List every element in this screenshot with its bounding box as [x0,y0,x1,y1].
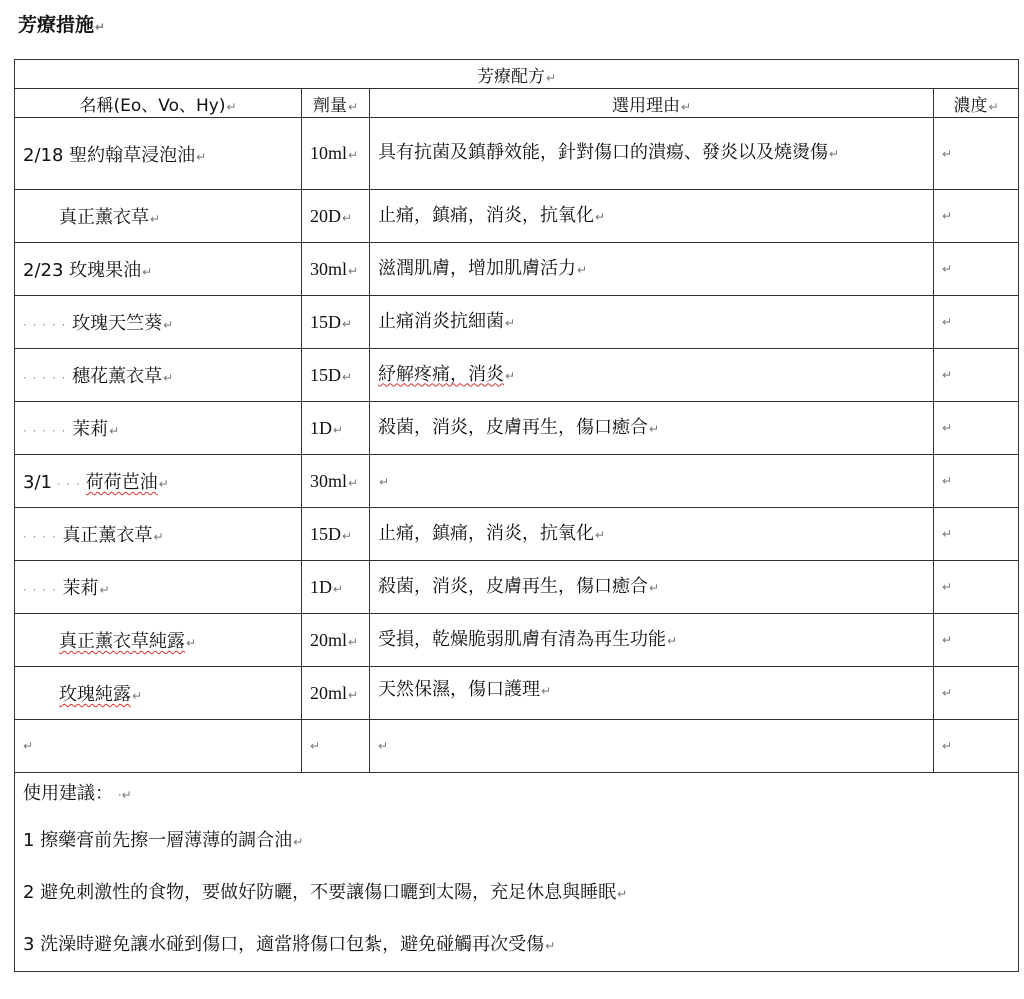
cell-concentration: ↵ [934,455,1019,508]
cell-dose: 20D↵ [302,190,370,243]
advice-item: 3 洗澡時避免讓水碰到傷口，適當將傷口包紮，避免碰觸再次受傷↵ [23,934,556,955]
cell-reason: 受損，乾燥脆弱肌膚有清為再生功能↵ [370,614,934,667]
page-heading-text: 芳療措施 [18,14,95,36]
cell-name: 真正薰衣草↵ [15,190,302,243]
cell-name: 真正薰衣草純露↵ [15,614,302,667]
table-row [15,402,1019,455]
cell-name: · · · · · 茉莉↵ [15,402,302,455]
table-row [15,667,1019,720]
cell-dose: 20ml↵ [302,614,370,667]
cell-dose: 1D↵ [302,561,370,614]
cell-concentration: ↵ [934,243,1019,296]
table-row [15,296,1019,349]
cell-reason: 止痛，鎮痛，消炎，抗氧化↵ [370,190,934,243]
advice-title: 使用建議： ·↵ [23,783,132,804]
cell-concentration: ↵ [934,190,1019,243]
table-row [15,349,1019,402]
table-caption-row [15,60,1019,89]
table-header-row [15,89,1019,118]
cell-reason: 具有抗菌及鎮靜效能，針對傷口的潰瘍、發炎以及燒燙傷↵ [370,118,934,190]
cell-name: 玫瑰純露↵ [15,667,302,720]
table-row [15,455,1019,508]
cell-dose: 15D↵ [302,296,370,349]
aromatherapy-table [14,59,1019,972]
cell-name: ↵ [15,720,302,773]
cell-reason: 天然保濕，傷口護理↵ [370,667,934,720]
table-row [15,190,1019,243]
advice-item: 1 擦藥膏前先擦一層薄薄的調合油↵ [23,830,304,851]
cell-name: · · · · 真正薰衣草↵ [15,508,302,561]
cell-reason: ↵ [370,720,934,773]
header-concentration: 濃度↵ [934,89,1019,118]
cell-reason: 止痛消炎抗細菌↵ [370,296,934,349]
table-row [15,243,1019,296]
cell-dose: 20ml↵ [302,667,370,720]
cell-dose: 15D↵ [302,349,370,402]
cell-concentration: ↵ [934,508,1019,561]
cell-reason: ↵ [370,455,934,508]
cell-reason: 止痛，鎮痛，消炎，抗氧化↵ [370,508,934,561]
table-row-empty [15,720,1019,773]
paragraph-mark-icon: ↵ [95,20,106,34]
header-dose: 劑量↵ [302,89,370,118]
cell-name: · · · · · 玫瑰天竺葵↵ [15,296,302,349]
header-name: 名稱(Eo、Vo、Hy)↵ [15,89,302,118]
cell-dose: 10ml↵ [302,118,370,190]
cell-dose: 30ml↵ [302,455,370,508]
header-reason: 選用理由↵ [370,89,934,118]
page-heading [18,10,105,37]
cell-name: 2/23 玫瑰果油↵ [15,243,302,296]
cell-name: · · · · · 穗花薰衣草↵ [15,349,302,402]
cell-concentration: ↵ [934,720,1019,773]
table-caption: 芳療配方↵ [15,60,1019,89]
table-row [15,561,1019,614]
table-row [15,118,1019,190]
cell-name: 2/18 聖約翰草浸泡油↵ [15,118,302,190]
advice-row [15,773,1019,972]
advice-cell [15,773,1019,972]
cell-reason: 殺菌，消炎，皮膚再生，傷口癒合↵ [370,561,934,614]
cell-concentration: ↵ [934,296,1019,349]
cell-reason: 紓解疼痛，消炎↵ [370,349,934,402]
cell-concentration: ↵ [934,402,1019,455]
cell-concentration: ↵ [934,614,1019,667]
cell-concentration: ↵ [934,561,1019,614]
cell-name: 3/1 · · · 荷荷芭油↵ [15,455,302,508]
advice-item: 2 避免刺激性的食物，要做好防曬，不要讓傷口曬到太陽，充足休息與睡眠↵ [23,882,628,903]
cell-name: · · · · 茉莉↵ [15,561,302,614]
table-row [15,508,1019,561]
cell-reason: 殺菌，消炎，皮膚再生，傷口癒合↵ [370,402,934,455]
table-row [15,614,1019,667]
cell-dose: 15D↵ [302,508,370,561]
cell-concentration: ↵ [934,118,1019,190]
cell-concentration: ↵ [934,349,1019,402]
cell-concentration: ↵ [934,667,1019,720]
cell-dose: 30ml↵ [302,243,370,296]
cell-dose: 1D↵ [302,402,370,455]
cell-reason: 滋潤肌膚，增加肌膚活力↵ [370,243,934,296]
cell-dose: ↵ [302,720,370,773]
